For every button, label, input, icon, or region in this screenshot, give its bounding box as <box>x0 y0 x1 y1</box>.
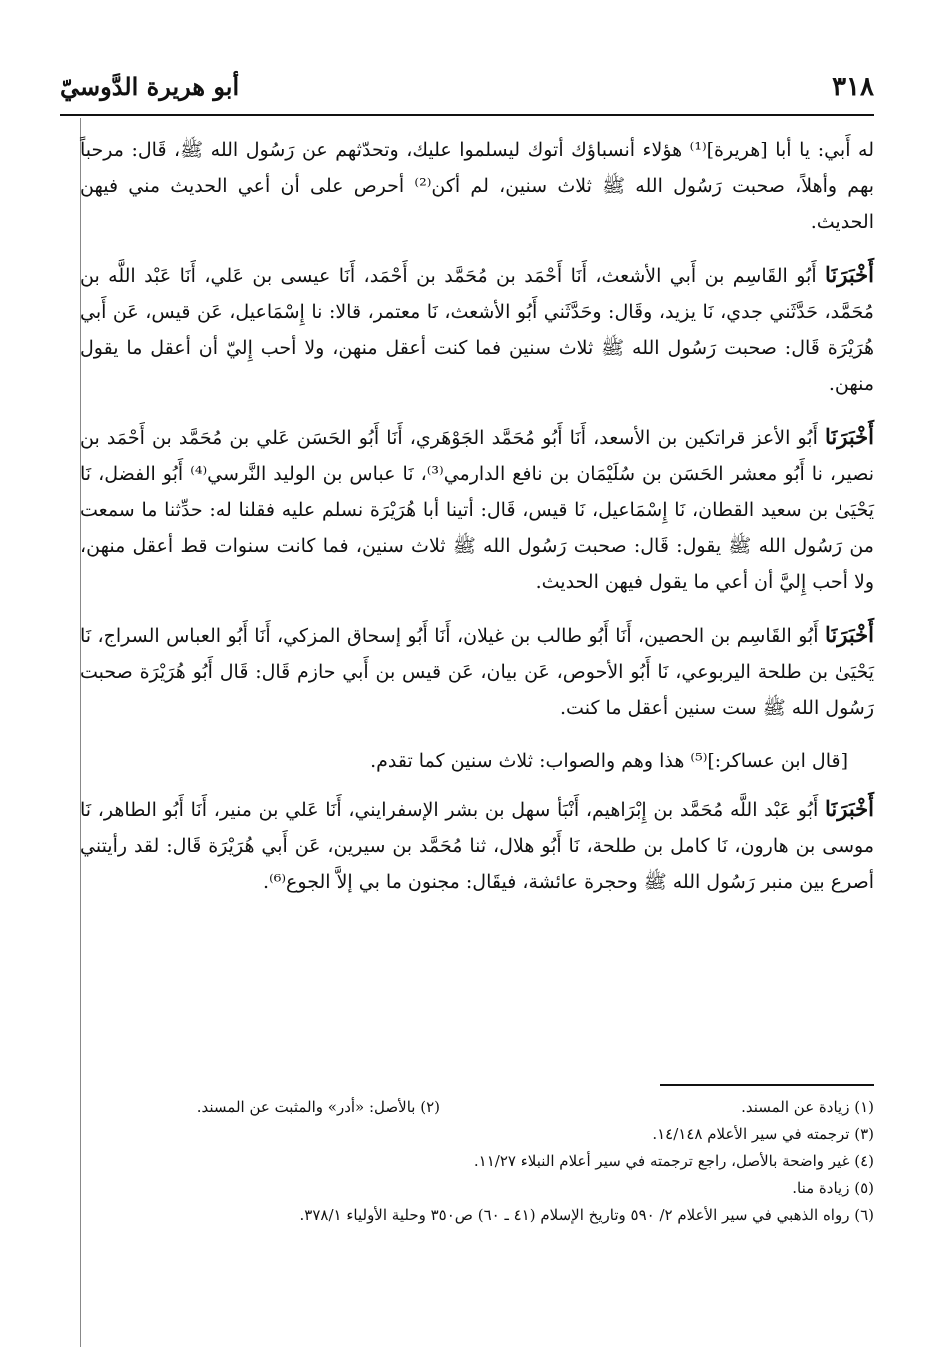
paragraph <box>80 791 874 900</box>
paragraph <box>80 257 874 402</box>
running-title: أبو هريرة الدَّوسيّ <box>60 72 240 101</box>
paragraph-lead: أَخْبَرَنَا <box>825 424 874 449</box>
paragraph <box>80 617 874 726</box>
paragraph-text: أَبُو القَاسِم بن أَبي الأشعث، أَنَا أَحْمَد بن مُحَمَّد بن أَحْمَد، أَنَا عيسى بن عَلي، أَنَا عَبْد اللَّه بن مُحَمَّد، حَدَّثَني جدي، نَا يزيد، وقَال: وحَدَّثَني أَبُو الأشعث، نَا معتمر، قالا: نا إِسْمَاعيل، عَن قيس، عَن أَبي هُرَيْرَة قَال: صحبت رَسُول الله ﷺ ثلاث سنين فما كنت أعقل منهن، ولا أحب إِليّ أن أعقل ما يقول منهن. <box>80 265 874 395</box>
paragraph-lead: أَخْبَرَنَا <box>825 622 874 647</box>
footnote-6: (٦) رواه الذهبي في سير الأعلام ٢/ ٥٩٠ وتاريخ الإسلام (٤١ ـ ٦٠) ص٣٥٠ وحلية الأولياء ٣٧٨/١. <box>299 1206 874 1224</box>
footnotes <box>120 1094 874 1229</box>
footnote-5: (٥) زيادة منا. <box>792 1179 874 1197</box>
footnote-3: (٣) ترجمته في سير الأعلام ١٤/١٤٨. <box>652 1125 874 1143</box>
paragraph <box>80 132 874 240</box>
paragraph-lead: أَخْبَرَنَا <box>825 796 874 821</box>
footnote-row <box>120 1121 874 1148</box>
paragraph-lead: أَخْبَرَنَا <box>825 262 874 287</box>
paragraph-text: أَبُو الأعز قراتكين بن الأسعد، أَنَا أَبُو مُحَمَّد الجَوْهَري، أَنَا أَبُو الحَسَن عَلي بن مُحَمَّد بن أَحْمَد بن نصير، نا أَبُو معشر الحَسَن بن سُلَيْمَان بن نافع الدارمي⁽³⁾، نَا عباس بن الوليد النَّرسي⁽⁴⁾ أَبُو الفضل، نَا يَحْيَىٰ بن سعيد القطان، نَا إِسْمَاعيل، نَا قيس، قَال: أتينا أبا هُرَيْرَة نسلم عليه فقلنا له: حدِّثنا ما سمعت من رَسُول الله ﷺ يقول: قَال: صحبت رَسُول الله ﷺ ثلاث سنين، فما كانت سنوات قط أعقل منهن، ولا أحب إِليَّ أن أعي ما يقول فيهن الحديث. <box>80 427 875 593</box>
paragraph-text: له أَبي: يا أبا [هريرة]⁽¹⁾ هؤلاء أنسباؤك أتوك ليسلموا عليك، وتحدّثهم عن رَسُول الله ﷺ، قَال: مرحباً بهم وأهلاً، صحبت رَسُول الله ﷺ ثلاث سنين، لم أكن⁽²⁾ أحرص على أن أعي الحديث مني فيهن الحديث. <box>80 139 874 233</box>
footnote-row <box>120 1202 874 1229</box>
footnote-row <box>120 1094 874 1121</box>
footnote-1: (١) زيادة عن المسند. <box>741 1098 874 1116</box>
footnote-2: (٢) بالأصل: «أدر» والمثبت عن المسند. <box>196 1098 440 1116</box>
footnote-4: (٤) غير واضحة بالأصل، راجع ترجمته في سير أعلام النبلاء ١١/٢٧. <box>473 1152 874 1170</box>
paragraph-text: [قال ابن عساكر:]⁽⁵⁾ هذا وهم والصواب: ثلاث سنين كما تقدم. <box>370 750 848 772</box>
footnote-row <box>120 1148 874 1175</box>
paragraph <box>80 419 874 600</box>
header-rule <box>60 114 874 116</box>
paragraph-text: أَبُو القَاسِم بن الحصين، أَنَا أَبُو طالب بن غيلان، أَنَا أَبُو إسحاق المزكي، أَنَا أَبُو العباس السراج، نَا يَحْيَىٰ بن طلحة اليربوعي، نَا أَبُو الأحوص، عَن بيان، عَن قيس بن أَبي حازم قَال: قَال أَبُو هُرَيْرَة صحبت رَسُول الله ﷺ ست سنين أعقل ما كنت. <box>80 625 874 719</box>
main-text <box>80 132 874 917</box>
paragraph-text: أَبُو عَبْد اللَّه مُحَمَّد بن إِبْرَاهيم، أَنْبَأ سهل بن بشر الإسفرايني، أَنَا عَلي بن منير، أَنَا أَبُو الطاهر، نَا موسى بن هارون، نَا كامل بن طلحة، نَا أَبُو هلال، ثنا مُحَمَّد بن سيرين، عَن أَبي هُرَيْرَة قَال: لقد رأيتني أصرع بين منبر رَسُول الله ﷺ وحجرة عائشة، فيقَال: مجنون ما بي إلاَّ الجوع⁽⁶⁾. <box>80 799 874 893</box>
editor-note <box>80 743 874 779</box>
page-header <box>60 68 874 108</box>
footnote-row <box>120 1175 874 1202</box>
page-number: ٣١٨ <box>832 72 874 102</box>
footnote-rule <box>660 1084 874 1086</box>
